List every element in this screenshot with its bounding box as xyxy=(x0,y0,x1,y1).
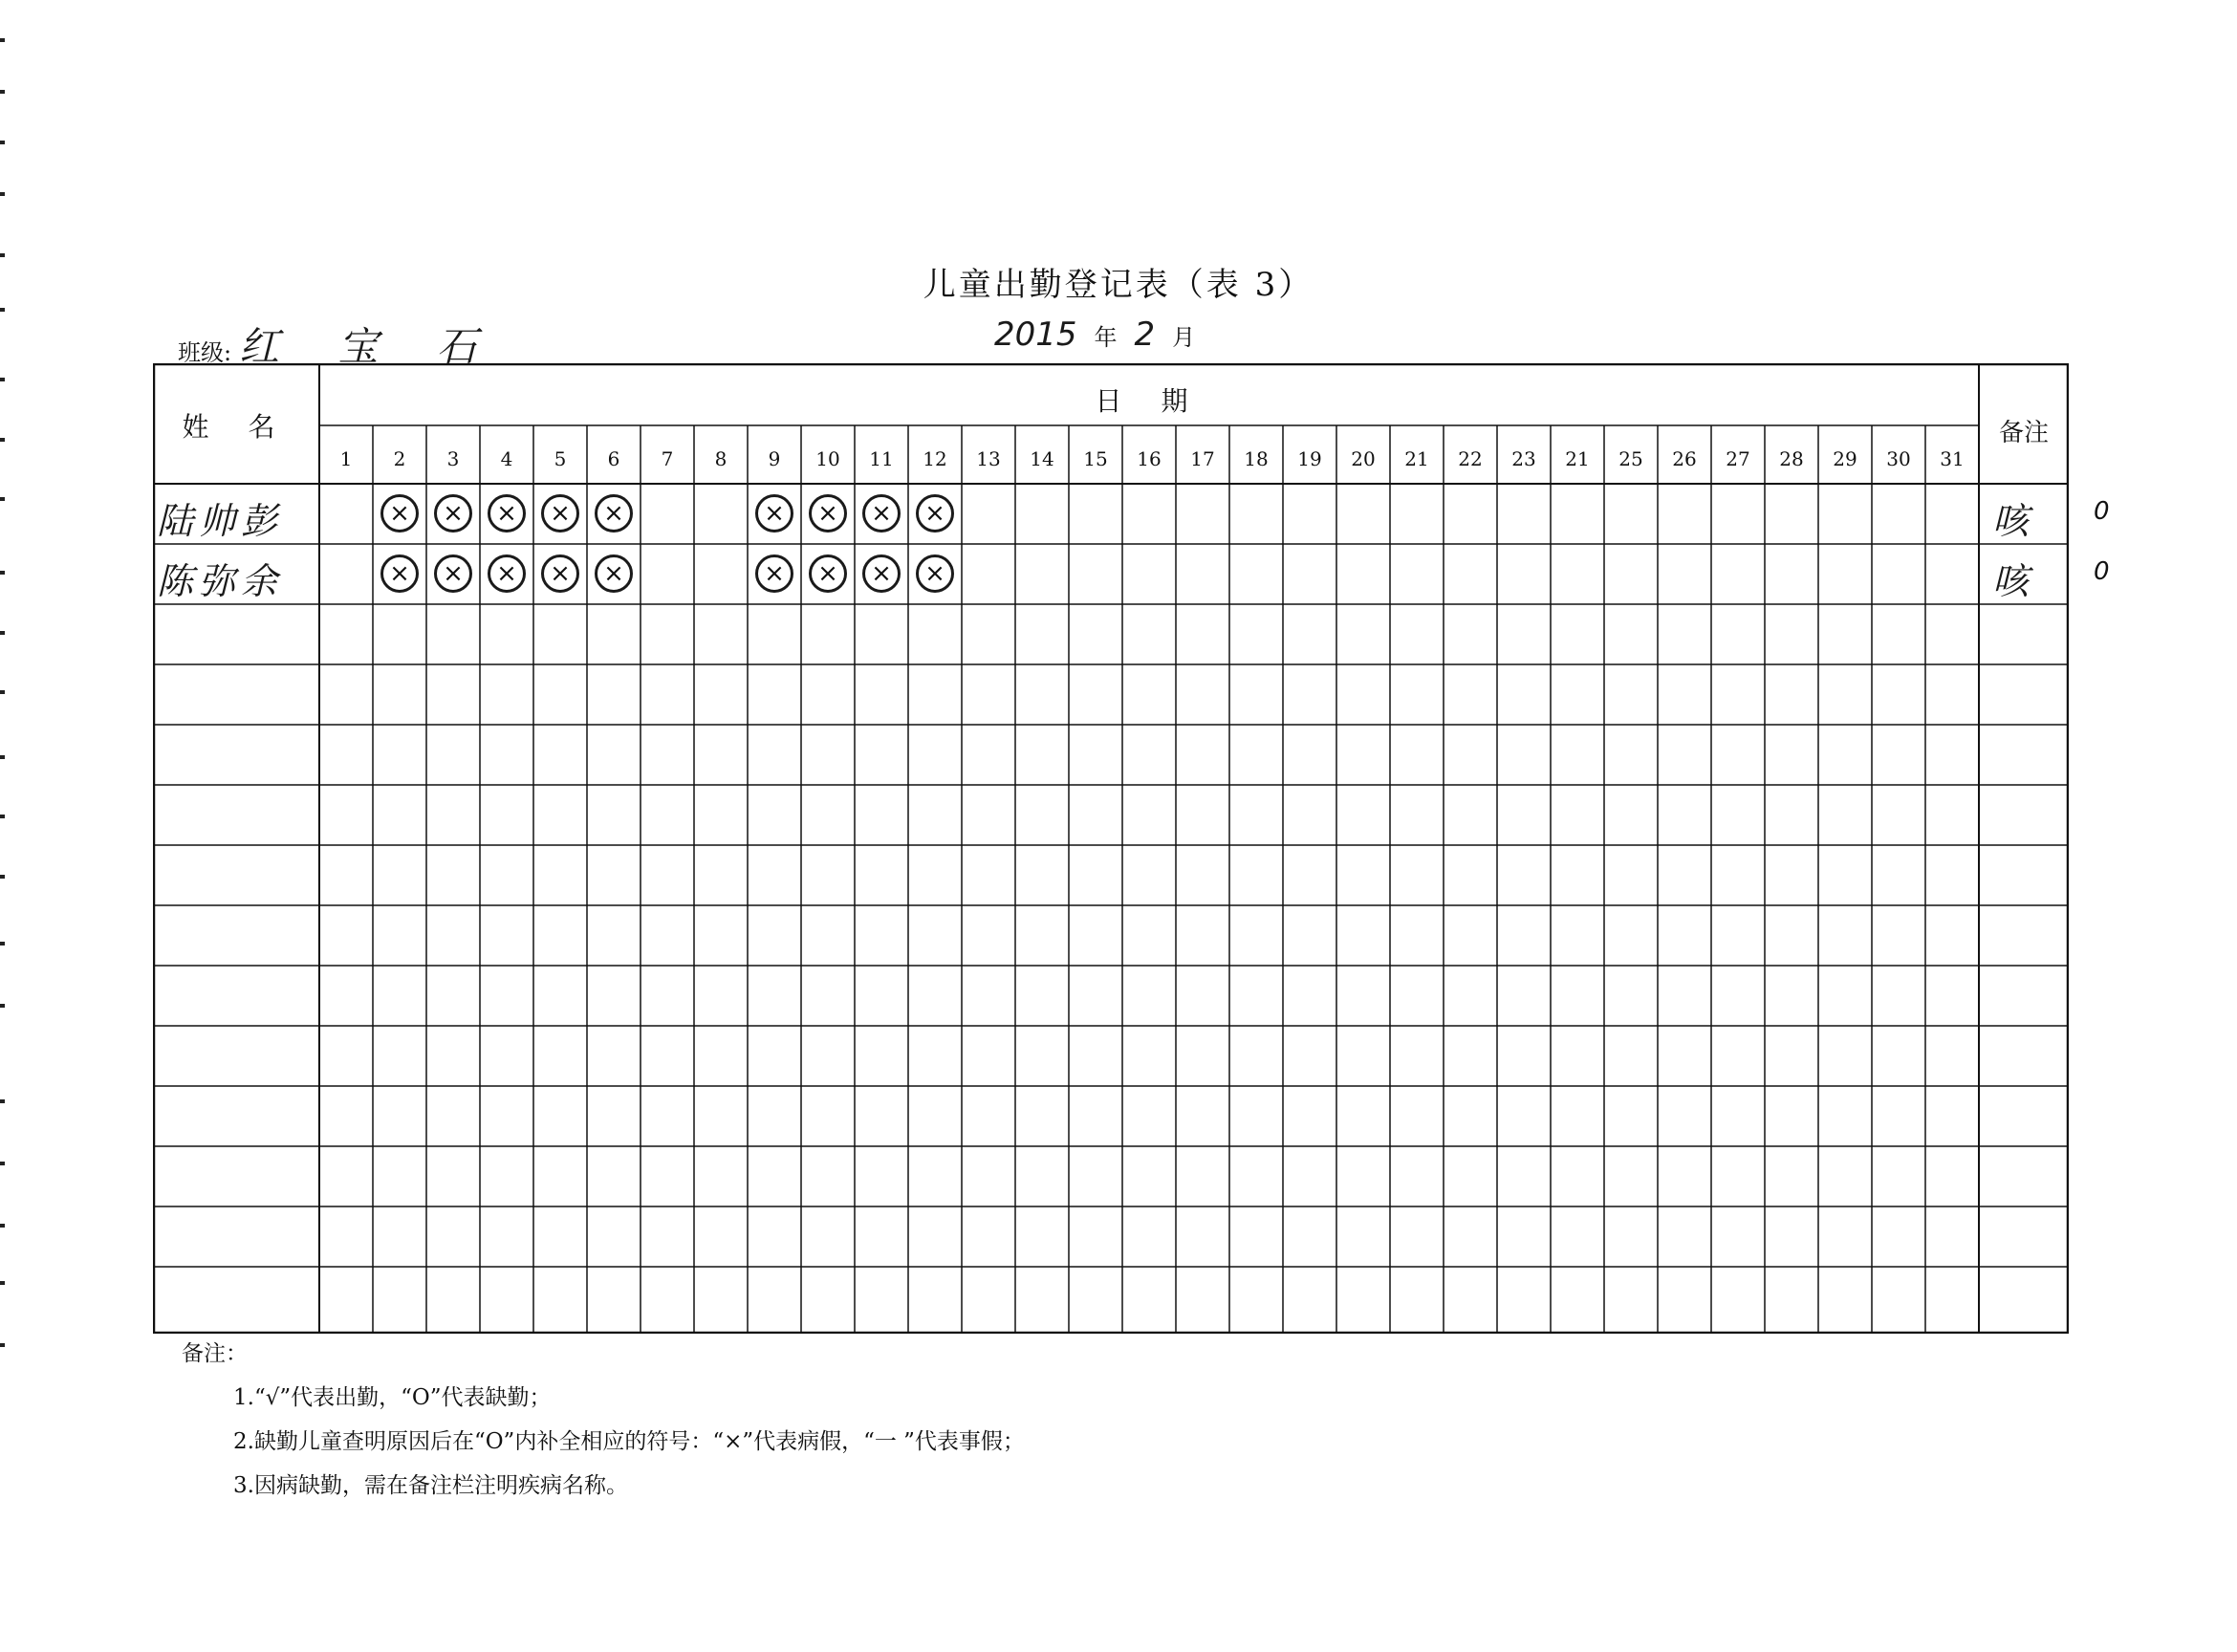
absence-mark: × xyxy=(755,554,793,593)
day-number: 5 xyxy=(554,447,567,470)
remark-value: 咳 xyxy=(1992,500,2030,542)
day-number: 25 xyxy=(1618,447,1643,470)
absence-mark: × xyxy=(380,494,419,533)
day-number: 2 xyxy=(393,447,406,470)
absence-mark: × xyxy=(862,554,901,593)
day-number: 20 xyxy=(1351,447,1376,470)
attendance-table xyxy=(153,363,2110,1334)
absence-mark: × xyxy=(862,494,901,533)
page-title: 儿童出勤登记表（表 3） xyxy=(923,266,1314,304)
day-number: 12 xyxy=(923,447,947,470)
absence-mark: × xyxy=(916,554,954,593)
absence-mark: × xyxy=(809,494,847,533)
year-unit: 年 xyxy=(1094,324,1118,351)
month-value: 2 xyxy=(1134,315,1156,354)
side-mark: 0 xyxy=(2094,557,2110,586)
day-number: 23 xyxy=(1511,447,1536,470)
day-number: 30 xyxy=(1886,447,1911,470)
day-number: 8 xyxy=(714,447,728,470)
class-value: 红 宝 石 xyxy=(239,323,500,370)
day-number: 21 xyxy=(1404,447,1429,470)
day-number: 28 xyxy=(1779,447,1804,470)
name-column-header: 姓 名 xyxy=(182,411,291,443)
absence-mark: × xyxy=(488,554,526,593)
period-line xyxy=(994,315,1195,354)
day-number: 6 xyxy=(607,447,620,470)
day-number: 18 xyxy=(1244,447,1269,470)
day-number: 16 xyxy=(1137,447,1162,470)
absence-mark: × xyxy=(541,494,579,533)
absence-mark: × xyxy=(595,494,633,533)
day-number: 26 xyxy=(1672,447,1697,470)
year-value: 2015 xyxy=(994,315,1077,354)
day-number: 29 xyxy=(1833,447,1857,470)
day-number: 22 xyxy=(1458,447,1483,470)
day-number: 7 xyxy=(661,447,674,470)
absence-mark: × xyxy=(916,494,954,533)
class-label: 班级: xyxy=(178,339,232,366)
day-number: 11 xyxy=(869,447,894,470)
absence-mark: × xyxy=(541,554,579,593)
day-number: 31 xyxy=(1940,447,1965,470)
remark-value: 咳 xyxy=(1992,560,2030,602)
day-number: 1 xyxy=(339,447,353,470)
absence-mark: × xyxy=(809,554,847,593)
absence-mark: × xyxy=(755,494,793,533)
note-item-3: 3.因病缺勤，需在备注栏注明疾病名称。 xyxy=(233,1473,628,1498)
absence-mark: × xyxy=(488,494,526,533)
day-number: 3 xyxy=(446,447,460,470)
day-number: 14 xyxy=(1030,447,1054,470)
day-number: 21 xyxy=(1565,447,1590,470)
date-column-header: 日 期 xyxy=(1095,385,1204,417)
day-number: 17 xyxy=(1190,447,1215,470)
note-item-1: 1.“√”代表出勤，“O”代表缺勤； xyxy=(233,1385,552,1410)
student-name: 陈弥余 xyxy=(157,560,284,602)
month-unit: 月 xyxy=(1172,324,1196,351)
absence-mark: × xyxy=(380,554,419,593)
absence-mark: × xyxy=(595,554,633,593)
note-item-2: 2.缺勤儿童查明原因后在“O”内补全相应的符号：“×”代表病假，“一 ”代表事假； xyxy=(233,1429,1025,1454)
notes-heading: 备注： xyxy=(182,1341,248,1366)
day-number: 19 xyxy=(1297,447,1322,470)
remarks-column-header: 备注 xyxy=(1998,419,2049,447)
day-number: 9 xyxy=(768,447,781,470)
day-number: 15 xyxy=(1083,447,1108,470)
day-number: 10 xyxy=(815,447,840,470)
day-number: 13 xyxy=(976,447,1001,470)
absence-mark: × xyxy=(434,554,472,593)
day-number: 27 xyxy=(1726,447,1750,470)
absence-mark: × xyxy=(434,494,472,533)
notes-section xyxy=(182,1332,1025,1508)
side-mark: 0 xyxy=(2094,497,2110,526)
student-name: 陆帅彭 xyxy=(157,500,284,542)
day-number: 4 xyxy=(500,447,513,470)
